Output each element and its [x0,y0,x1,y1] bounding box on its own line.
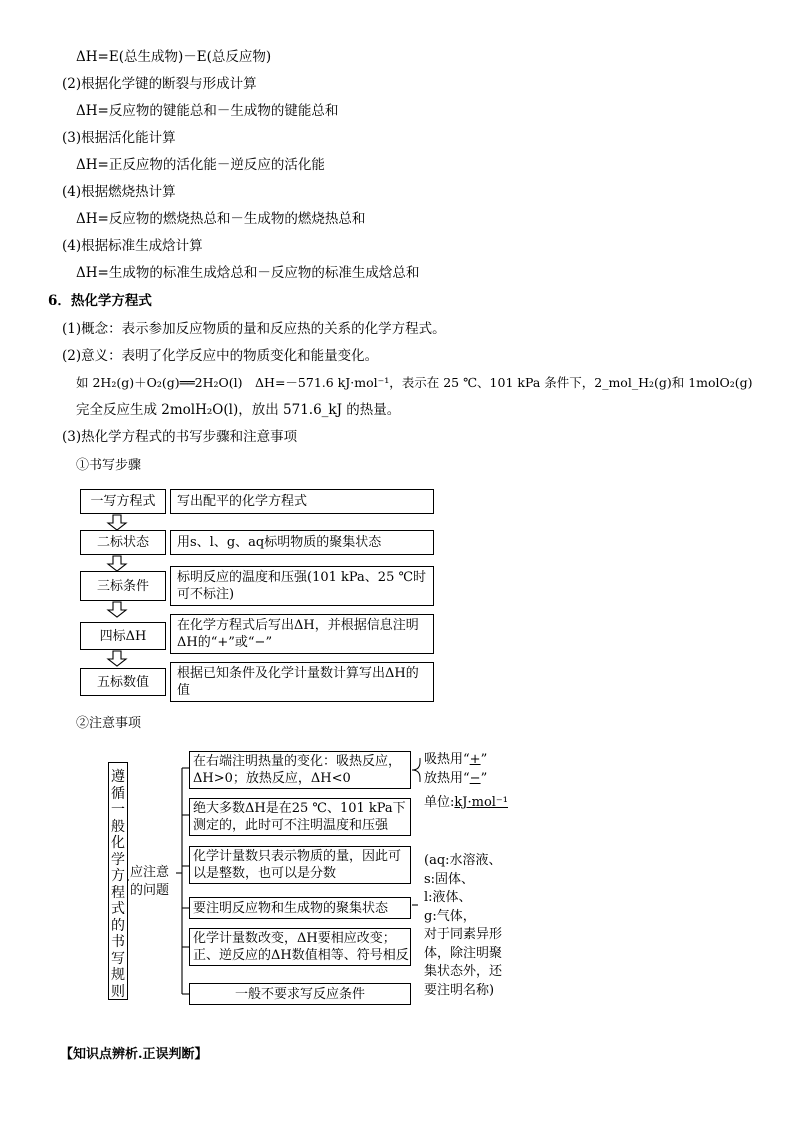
state-note: (aq:水溶液、 s:固体、 l:液体、 g:气体， 对于同素异形 体，除注明聚 集状态外，还 要注明名称) [424,853,503,998]
steps-subtitle: ①书写步骤 [76,458,142,473]
note-item-4: 要注明反应物和生成物的聚集状态 [189,897,411,919]
heading-bond-energy: (2)根据化学键的断裂与形成计算 [62,76,257,92]
note-item-6: 一般不要求写反应条件 [189,983,411,1005]
unit-note: 单位:kJ·mol⁻¹ [424,795,508,810]
example-line: 如 2H₂(g)＋O₂(g)══2H₂O(l) ΔH=－571.6 kJ·mol⁻¹，表示在 25 ℃、101 kPa 条件下，2_mol_H₂(g)和 1molO₂(g) [76,375,753,390]
down-arrow-icon [108,651,126,666]
footer-heading: 【知识点辨析.正误判断】 [60,1047,208,1062]
formula-line-1: ΔH=E(总生成物)－E(总反应物) [76,49,272,65]
section-title: 6．热化学方程式 [48,293,152,309]
flow-step-label-4: 四标ΔH [80,622,166,650]
down-arrow-icon [108,556,126,571]
note-item-5: 化学计量数改变，ΔH要相应改变；正、逆反应的ΔH数值相等、符号相反 [189,928,411,966]
formula-line-3: ΔH=正反应物的活化能－逆反应的活化能 [76,157,325,173]
endothermic-note: 吸热用“+” [424,752,488,767]
example-line-2: 完全反应生成 2molH₂O(l)，放出 571.6_kJ 的热量。 [76,402,401,418]
flow-step-label-1: 一写方程式 [80,489,166,514]
flow-step-desc-5: 根据已知条件及化学计量数计算写出ΔH的值 [170,662,434,702]
formula-line-5: ΔH=生成物的标准生成焓总和－反应物的标准生成焓总和 [76,265,420,281]
flow-step-desc-3: 标明反应的温度和压强(101 kPa、25 ℃时可不标注) [170,566,434,606]
heading-formation-enthalpy: (4)根据标准生成焓计算 [62,238,203,254]
flow-step-label-3: 三标条件 [80,571,166,601]
flow-step-label-5: 五标数值 [80,668,166,696]
notes-subtitle: ②注意事项 [76,716,142,731]
note-item-1: 在右端注明热量的变化：吸热反应，ΔH>0；放热反应，ΔH<0 [189,751,411,789]
exothermic-note: 放热用“−” [424,771,488,786]
meaning-line: (2)意义：表明了化学反应中的物质变化和能量变化。 [62,348,379,364]
formula-line-2: ΔH=反应物的键能总和－生成物的键能总和 [76,103,339,119]
concept-line: (1)概念：表示参加反应物质的量和反应热的关系的化学方程式。 [62,321,446,337]
down-arrow-icon [108,602,126,617]
note-item-3: 化学计量数只表示物质的量，因此可以是整数，也可以是分数 [189,846,411,884]
flow-step-desc-2: 用s、l、g、aq标明物质的聚集状态 [170,530,434,555]
flow-step-label-2: 二标状态 [80,530,166,555]
formula-line-4: ΔH=反应物的燃烧热总和－生成物的燃烧热总和 [76,211,366,227]
flow-step-desc-4: 在化学方程式后写出ΔH，并根据信息注明ΔH的“+”或“−” [170,614,434,654]
heading-combustion-heat: (4)根据燃烧热计算 [62,184,176,200]
note-item-2: 绝大多数ΔH是在25 ℃、101 kPa下测定的，此时可不注明温度和压强 [189,798,411,836]
flow-step-desc-1: 写出配平的化学方程式 [170,489,434,514]
heading-activation-energy: (3)根据活化能计算 [62,130,176,146]
down-arrow-icon [108,515,126,530]
notes-mid-label: 应注意的问题 [130,865,170,898]
notes-vertical-box: 遵循一般化学方程式的书写规则 [108,762,128,1000]
steps-title: (3)热化学方程式的书写步骤和注意事项 [62,429,298,445]
